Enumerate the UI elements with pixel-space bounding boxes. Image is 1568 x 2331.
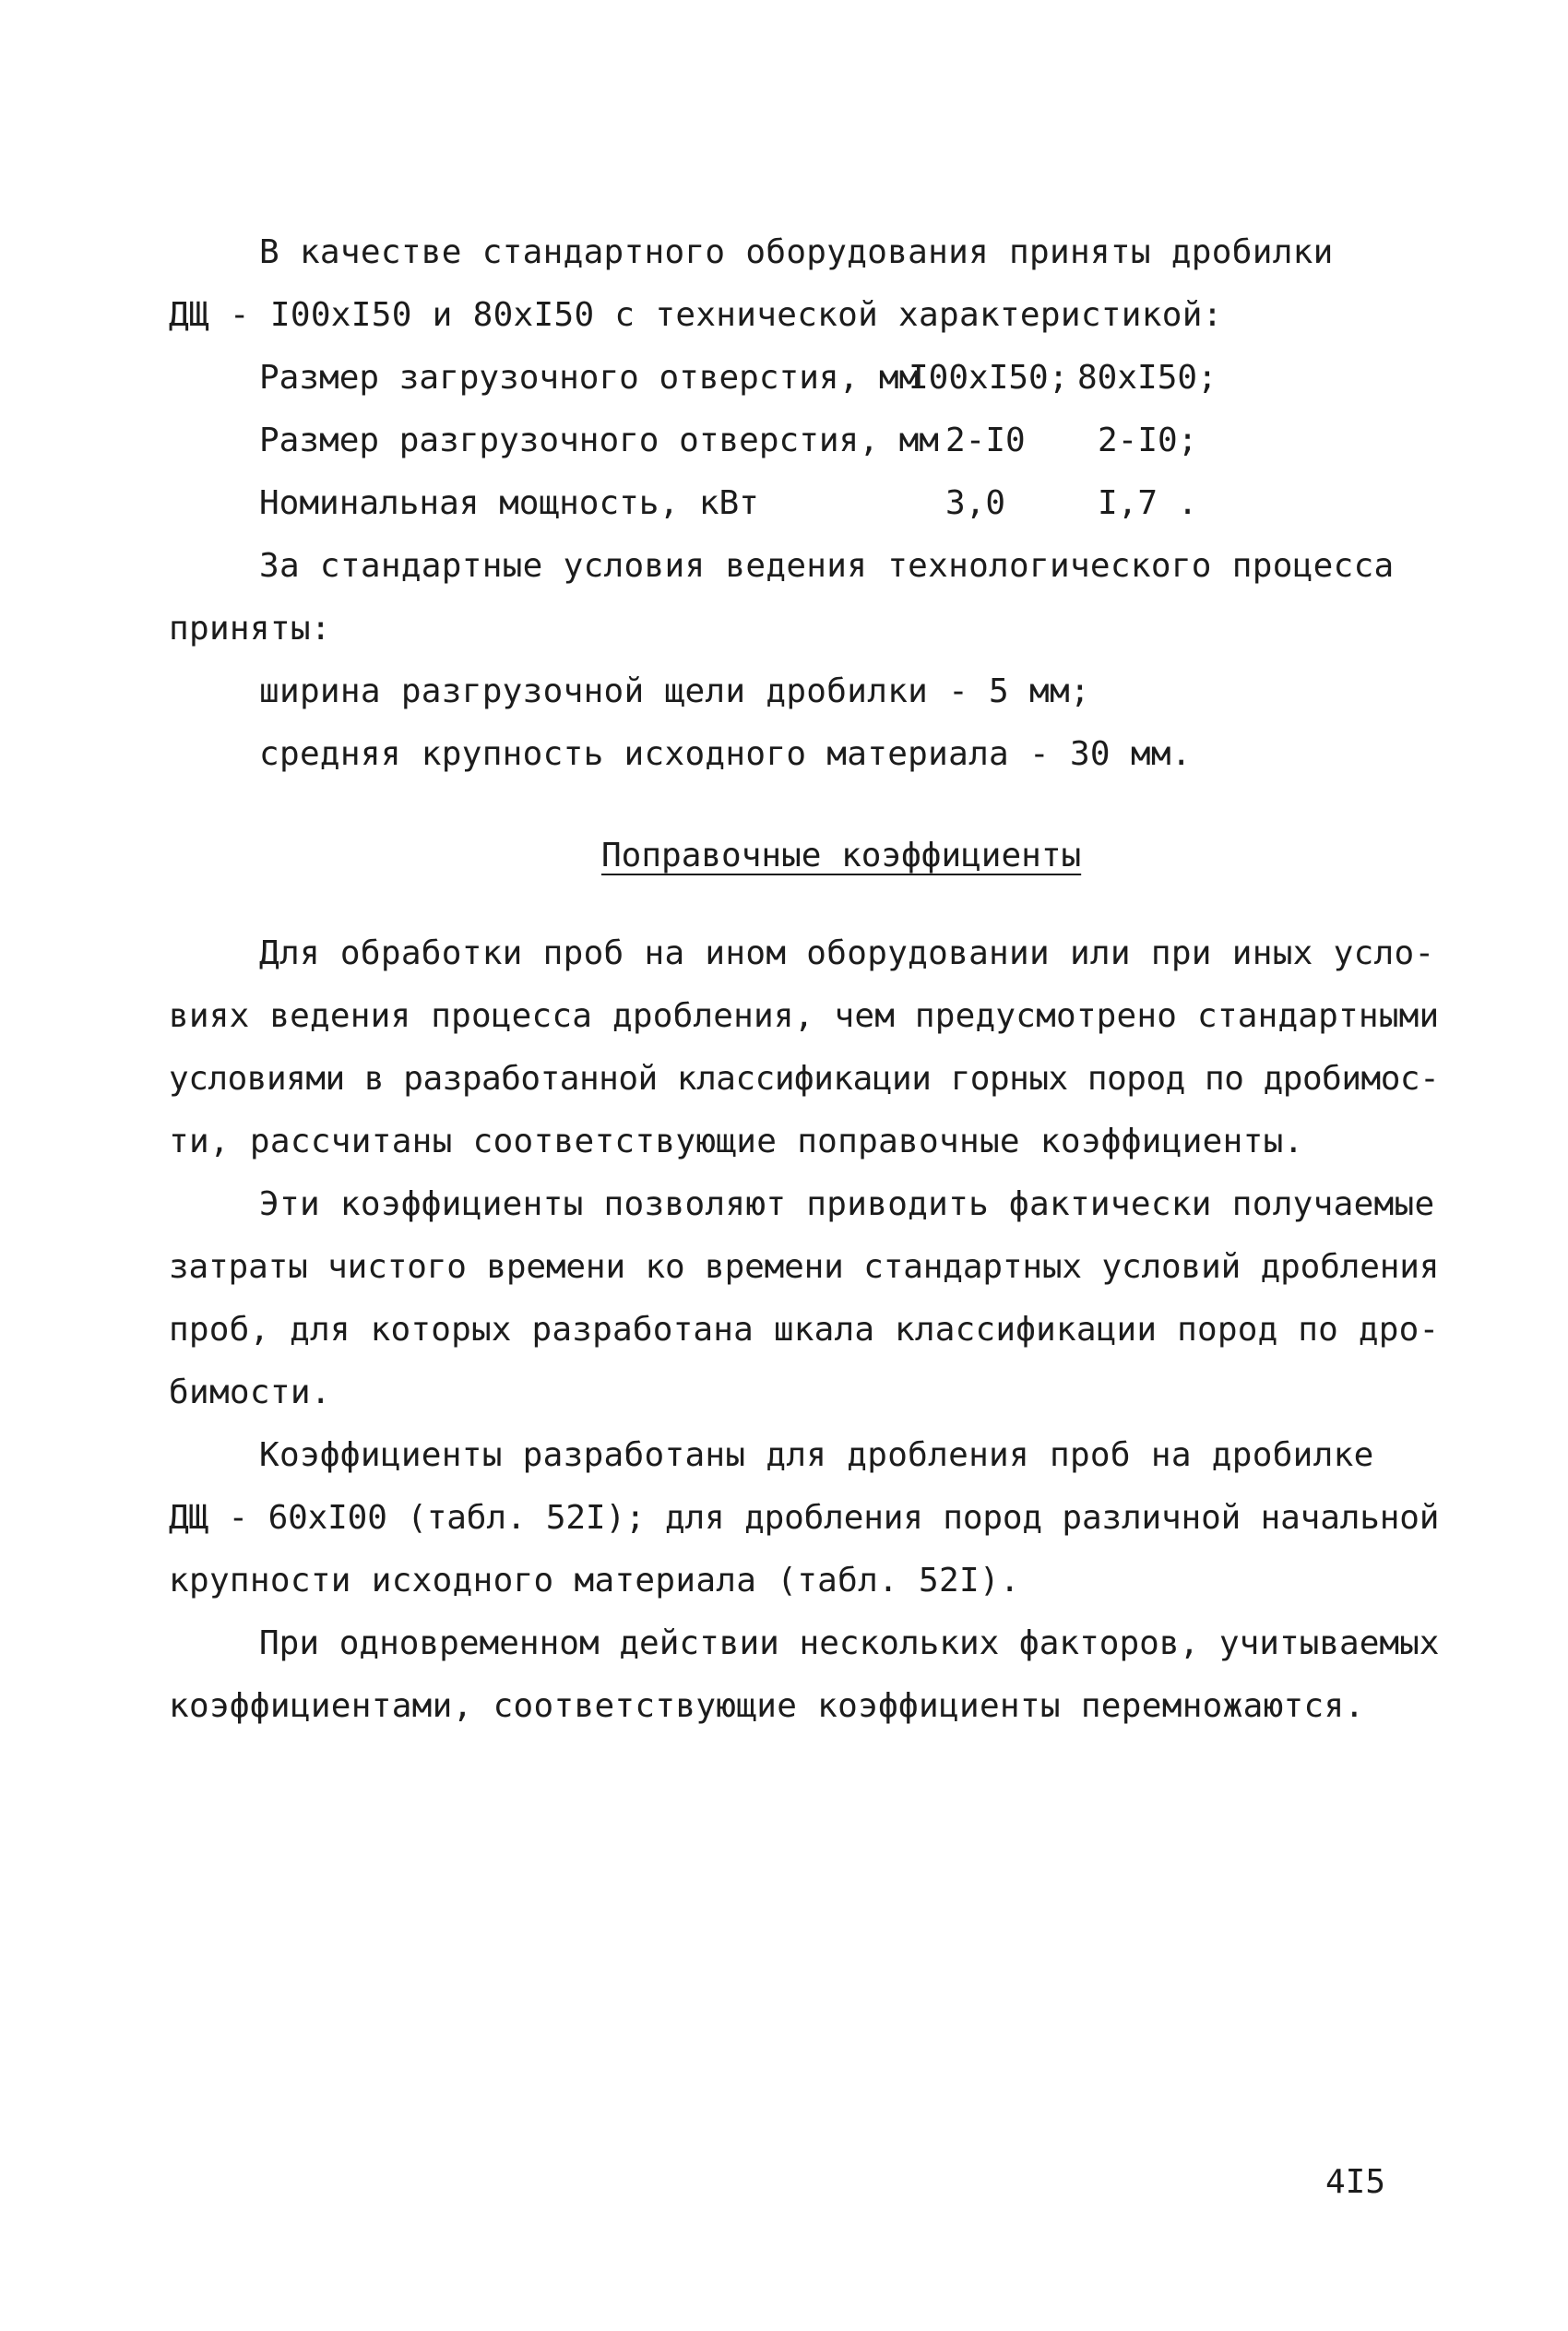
conditions-line-2: приняты: bbox=[169, 610, 331, 648]
para2-line-3: проб, для которых разработана шкала классификации пород по дро- bbox=[169, 1311, 1440, 1349]
para3-line-1: Коэффициенты разработаны для дробления проб на дробилке bbox=[259, 1436, 1374, 1474]
spec-value-1: 3,0 bbox=[945, 484, 1006, 522]
spec-label: Размер загрузочного отверстия, мм bbox=[259, 359, 920, 397]
spec-value-1: 2-I0 bbox=[945, 422, 1026, 459]
conditions-line-1: За стандартные условия ведения технологического процесса bbox=[259, 547, 1395, 585]
para4-line-2: коэффициентами, соответствующие коэффициенты перемножаются. bbox=[169, 1687, 1365, 1725]
intro-line-1: В качестве стандартного оборудования приняты дробилки bbox=[259, 233, 1334, 271]
spec-label: Размер разгрузочного отверстия, мм bbox=[259, 422, 939, 459]
para3-line-3: крупности исходного материала (табл. 52I). bbox=[169, 1562, 1020, 1600]
para2-line-1: Эти коэффициенты позволяют приводить фактически получаемые bbox=[259, 1185, 1435, 1223]
section-heading: Поправочные коэффициенты bbox=[601, 837, 1082, 874]
para1-line-3: условиями в разработанной классификации горных пород по дробимос- bbox=[169, 1060, 1440, 1098]
para2-line-4: бимости. bbox=[169, 1374, 331, 1411]
spec-label: Номинальная мощность, кВт bbox=[259, 484, 759, 522]
intro-line-2: ДЩ - I00xI50 и 80xI50 с технической характеристикой: bbox=[169, 296, 1223, 334]
spec-value-1: I00xI50; bbox=[909, 359, 1069, 397]
spec-value-2: 80xI50; bbox=[1077, 359, 1218, 397]
para1-line-2: виях ведения процесса дробления, чем предусмотрено стандартными bbox=[169, 997, 1440, 1035]
conditions-line-4: средняя крупность исходного материала - 30 мм. bbox=[259, 735, 1192, 773]
spec-value-2: I,7 . bbox=[1098, 484, 1198, 522]
para3-line-2: ДЩ - 60xI00 (табл. 52I); для дробления пород различной начальной bbox=[169, 1499, 1440, 1537]
conditions-line-3: ширина разгрузочной щели дробилки - 5 мм; bbox=[259, 672, 1090, 710]
para1-line-4: ти, рассчитаны соответствующие поправочные коэффициенты. bbox=[169, 1123, 1304, 1160]
para2-line-2: затраты чистого времени ко времени стандартных условий дробления bbox=[169, 1248, 1440, 1286]
page-number: 4I5 bbox=[1325, 2163, 1386, 2201]
para4-line-1: При одновременном действии нескольких факторов, учитываемых bbox=[259, 1624, 1440, 1662]
para1-line-1: Для обработки проб на ином оборудовании или при иных усло- bbox=[259, 934, 1435, 972]
spec-value-2: 2-I0; bbox=[1098, 422, 1198, 459]
